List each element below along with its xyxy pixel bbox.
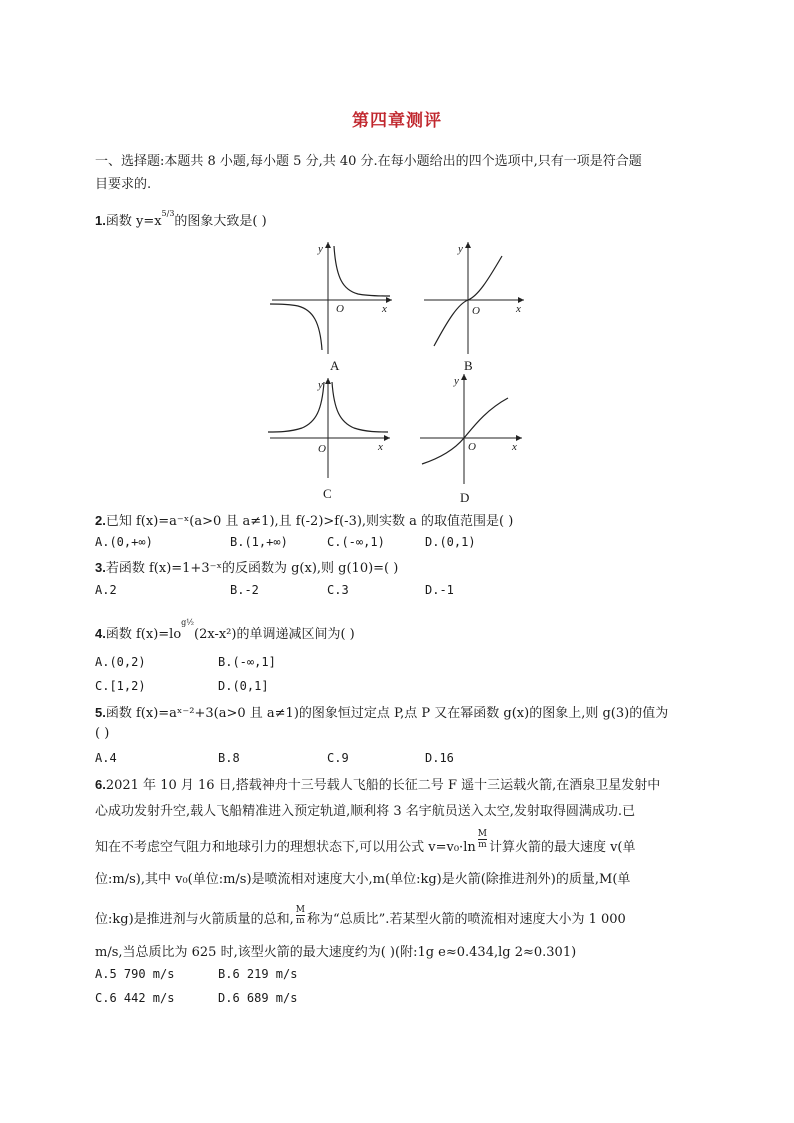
q6-option-d: D.6 689 m/s xyxy=(218,991,298,1005)
axis-y-label: y xyxy=(458,243,463,255)
question-text: 位:kg)是推进剂与火箭质量的总和, xyxy=(95,912,294,927)
question-5-paren: ( ) xyxy=(95,726,110,741)
q4-option-b: B.(-∞,1] xyxy=(218,655,276,669)
fraction-numerator: M xyxy=(477,829,487,839)
section-heading-line1: 一、选择题:本题共 8 小题,每小题 5 分,共 40 分.在每小题给出的四个选项中,只有一项是符合题 xyxy=(95,154,642,169)
question-text: 若函数 f(x)=1+3⁻ˣ的反函数为 g(x),则 g(10)=( ) xyxy=(105,561,399,576)
question-6-line5 xyxy=(95,905,626,930)
question-text-tail: 称为“总质比”.若某型火箭的喷流相对速度大小为 1 000 xyxy=(307,912,626,927)
fraction-m-over-m xyxy=(478,829,487,850)
graph-b-caption: B xyxy=(464,358,473,373)
page-title: 第四章测评 xyxy=(352,111,442,131)
question-text: 知在不考虑空气阻力和地球引力的理想状态下,可以用公式 v=v₀·ln xyxy=(95,840,476,855)
q5-option-a: A.4 xyxy=(95,751,117,765)
graph-a xyxy=(268,238,398,358)
q2-option-c: C.(-∞,1) xyxy=(327,535,385,549)
q3-option-d: D.-1 xyxy=(425,583,454,597)
q5-option-c: C.9 xyxy=(327,751,349,765)
origin-label: O xyxy=(468,441,476,453)
q6-option-a: A.5 790 m/s xyxy=(95,967,175,981)
question-6-line4: 位:m/s),其中 v₀(单位:m/s)是喷流相对速度大小,m(单位:kg)是火箭(除推进剂外)的质量,M(单 xyxy=(95,872,631,887)
question-1 xyxy=(95,210,267,229)
question-6-line2: 心成功发射升空,载人飞船精准进入预定轨道,顺利将 3 名宇航员送入太空,发射取得圆满成功.已 xyxy=(95,804,636,819)
axis-y-label: y xyxy=(318,379,323,391)
exponent: 5/3 xyxy=(161,208,175,218)
q3-option-a: A.2 xyxy=(95,583,117,597)
origin-label: O xyxy=(318,443,326,455)
q4-option-a: A.(0,2) xyxy=(95,655,146,669)
graph-c xyxy=(266,374,396,486)
question-number: 2. xyxy=(95,513,106,528)
q2-option-a: A.(0,+∞) xyxy=(95,535,153,549)
axis-x-label: x xyxy=(512,441,517,453)
question-text: 函数 f(x)=aˣ⁻²+3(a>0 且 a≠1)的图象恒过定点 P,点 P 又在幂函数 g(x)的图象上,则 g(3)的值为 xyxy=(105,706,669,721)
q5-option-d: D.16 xyxy=(425,751,454,765)
q6-option-b: B.6 219 m/s xyxy=(218,967,298,981)
axis-y-label: y xyxy=(318,243,323,255)
question-6-line1 xyxy=(95,774,660,793)
axis-y-label: y xyxy=(454,375,459,387)
question-text-tail: 计算火箭的最大速度 v(单 xyxy=(488,840,636,855)
question-number: 4. xyxy=(95,626,106,641)
origin-label: O xyxy=(472,305,480,317)
fraction-denominator: m xyxy=(478,840,487,850)
question-text: 函数 f(x)=lo xyxy=(105,627,182,642)
question-6-line6: m/s,当总质比为 625 时,该型火箭的最大速度约为( )(附:1g e≈0.434,lg 2≈0.301) xyxy=(95,945,577,960)
axis-x-label: x xyxy=(382,303,387,315)
log-base: g½ xyxy=(181,617,195,627)
q3-option-b: B.-2 xyxy=(230,583,259,597)
question-5 xyxy=(95,702,668,721)
origin-label: O xyxy=(336,303,344,315)
q4-option-d: D.(0,1] xyxy=(218,679,269,693)
section-heading-line2: 目要求的. xyxy=(95,177,152,192)
question-2 xyxy=(95,510,513,529)
question-3 xyxy=(95,557,398,576)
question-text: 已知 f(x)=a⁻ˣ(a>0 且 a≠1),且 f(-2)>f(-3),则实数 a 的取值范围是( ) xyxy=(105,514,514,529)
question-text: 2021 年 10 月 16 日,搭载神舟十三号载人飞船的长征二号 F 遥十三运载火箭,在酒泉卫星发射中 xyxy=(105,778,661,793)
fraction-denominator: m xyxy=(296,916,305,926)
q6-option-c: C.6 442 m/s xyxy=(95,991,175,1005)
fraction-m-over-m xyxy=(296,905,305,926)
graph-d xyxy=(416,370,526,488)
question-number: 1. xyxy=(95,213,106,228)
question-number: 5. xyxy=(95,705,106,720)
question-6-line3 xyxy=(95,829,636,858)
graph-d-caption: D xyxy=(460,490,470,505)
q4-option-c: C.[1,2) xyxy=(95,679,146,693)
question-number: 6. xyxy=(95,777,106,792)
graph-c-caption: C xyxy=(323,486,332,501)
graph-b xyxy=(420,238,530,358)
q3-option-c: C.3 xyxy=(327,583,349,597)
q2-option-d: D.(0,1) xyxy=(425,535,476,549)
axis-x-label: x xyxy=(516,303,521,315)
question-text: 函数 y=x xyxy=(105,214,162,229)
graph-a-caption: A xyxy=(330,358,340,373)
question-text-tail: 的图象大致是( ) xyxy=(174,214,267,229)
q2-option-b: B.(1,+∞) xyxy=(230,535,288,549)
axis-x-label: x xyxy=(378,441,383,453)
fraction-numerator: M xyxy=(295,905,306,915)
q5-option-b: B.8 xyxy=(218,751,240,765)
question-text-tail: (2x-x²)的单调递减区间为( ) xyxy=(194,627,355,642)
question-number: 3. xyxy=(95,560,106,575)
